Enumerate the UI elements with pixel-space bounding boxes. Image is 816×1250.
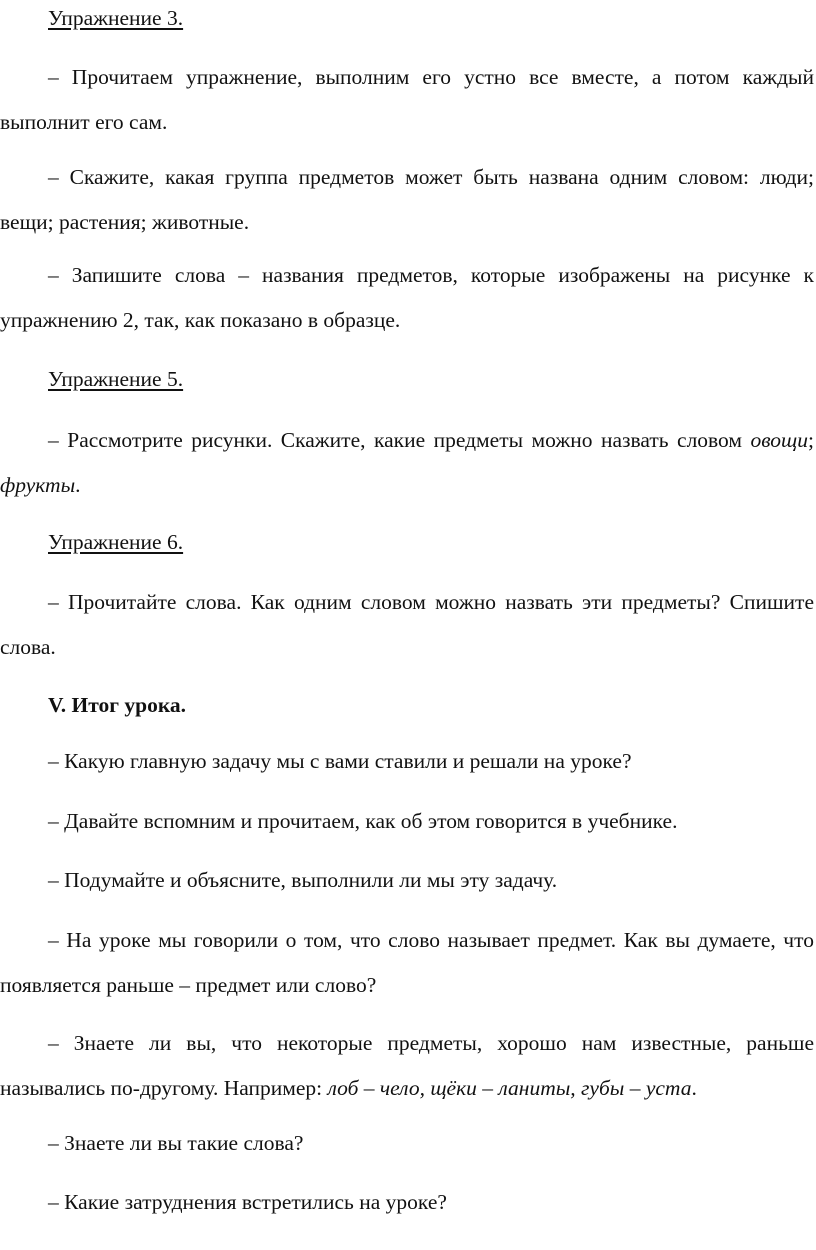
- exercise-3-paragraph-3: – Запишите слова – названия предметов, которые изображены на рисунке к упражнению 2, так, как показано в образце.: [0, 263, 814, 332]
- word-fruits: фрукты: [0, 473, 76, 497]
- separator: ;: [808, 428, 814, 452]
- period: .: [691, 1076, 697, 1100]
- exercise-3-heading: Упражнение 3.: [48, 6, 184, 30]
- summary-question-6: – Знаете ли вы такие слова?: [48, 1131, 304, 1155]
- summary-question-2: – Давайте вспомним и прочитаем, как об этом говорится в учебнике.: [48, 809, 678, 833]
- question-5-text: – Знаете ли вы, что некоторые предметы, хорошо нам известные, раньше назывались по-другому. Например:: [0, 1031, 814, 1100]
- exercise-3-paragraph-1: – Прочитаем упражнение, выполним его устно все вместе, а потом каждый выполнит его сам.: [0, 65, 814, 134]
- summary-question-7: – Какие затруднения встретились на уроке?: [48, 1190, 447, 1214]
- summary-question-4: – На уроке мы говорили о том, что слово называет предмет. Как вы думаете, что появляется раньше – предмет или слово?: [0, 928, 814, 997]
- exercise-5-heading: Упражнение 5.: [48, 367, 184, 391]
- summary-question-1: – Какую главную задачу мы с вами ставили и решали на уроке?: [48, 749, 632, 773]
- summary-question-5: [0, 1021, 814, 1111]
- word-vegetables: овощи: [750, 428, 809, 452]
- summary-question-3: – Подумайте и объясните, выполнили ли мы эту задачу.: [48, 868, 558, 892]
- summary-heading: V. Итог урока.: [48, 693, 187, 717]
- exercise-5-paragraph-1: [0, 418, 814, 508]
- period: .: [75, 473, 81, 497]
- exercise-6-paragraph-1: – Прочитайте слова. Как одним словом можно назвать эти предметы? Спишите слова.: [0, 590, 814, 659]
- archaic-word-examples: лоб – чело, щёки – ланиты, губы – уста: [327, 1076, 692, 1100]
- exercise-5-text: – Рассмотрите рисунки. Скажите, какие предметы можно назвать словом: [48, 428, 751, 452]
- exercise-3-paragraph-2: – Скажите, какая группа предметов может быть названа одним словом: люди; вещи; растения; животные.: [0, 165, 814, 234]
- exercise-6-heading: Упражнение 6.: [48, 530, 184, 554]
